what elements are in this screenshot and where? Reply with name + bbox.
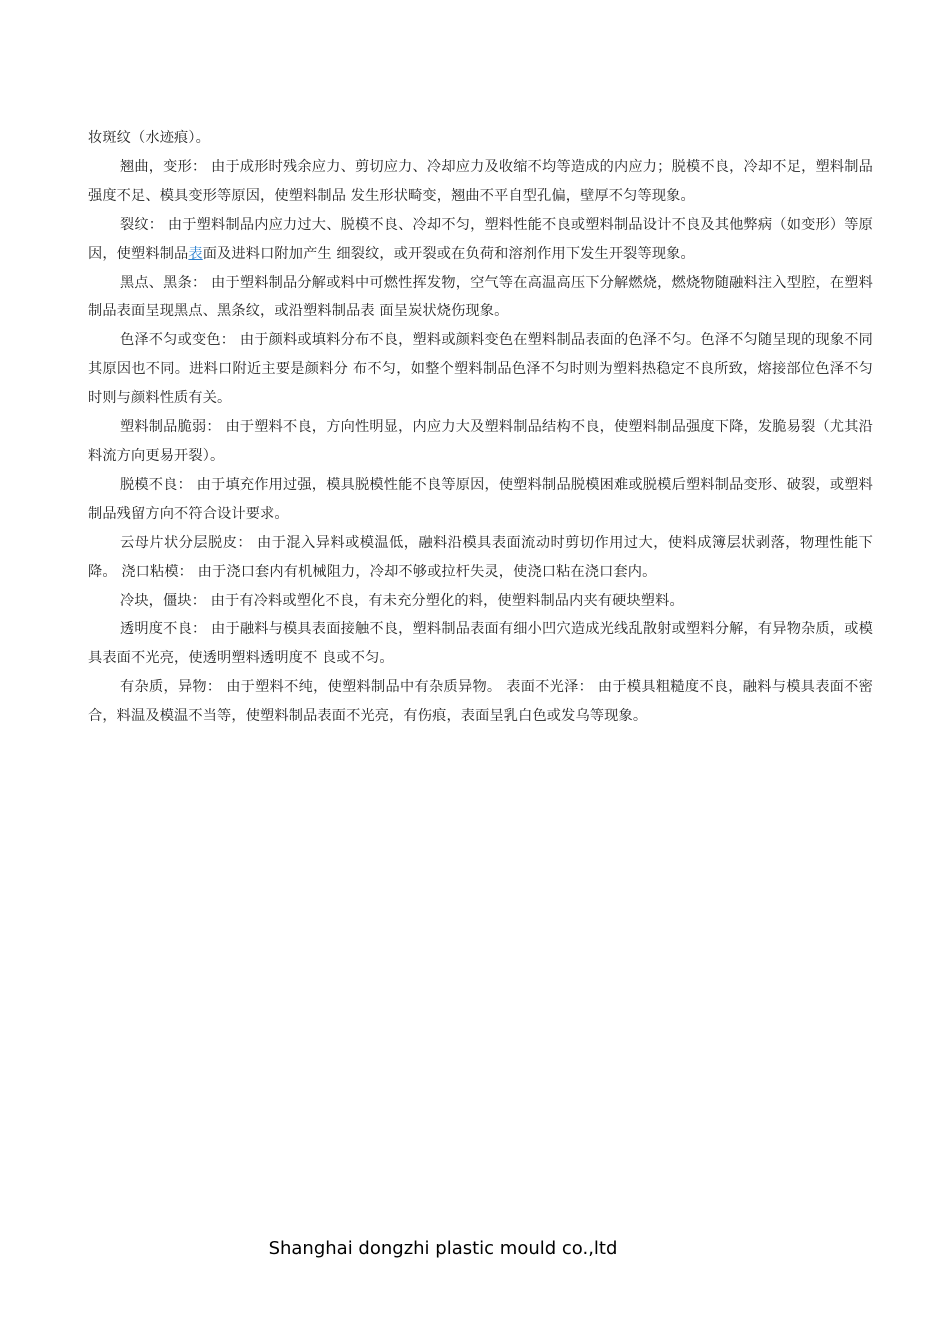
page-footer bbox=[0, 1238, 950, 1259]
paragraph-cracks bbox=[88, 211, 873, 269]
paragraph-cracks-text-after: 面及进料口附加产生 细裂纹，或开裂或在负荷和溶剂作用下发生开裂等现象。 bbox=[202, 245, 695, 262]
document-body bbox=[88, 124, 873, 731]
paragraph-poor-demolding: 脱模不良： 由于填充作用过强，模具脱模性能不良等原因，使塑料制品脱模困难或脱模后塑料制品变形、破裂，或塑料制品残留方向不符合设计要求。 bbox=[88, 476, 873, 522]
paragraph-cracks-text-before: 裂纹： 由于塑料制品内应力过大、脱模不良、冷却不匀，塑料性能不良或塑料制品设计不良及其他弊病（如变形）等原因，使塑料制品 bbox=[88, 216, 873, 262]
paragraph-black-spots: 黑点、黑条： 由于塑料制品分解或料中可燃性挥发物，空气等在高温高压下分解燃烧，燃烧物随融料注入型腔，在塑料制品表面呈现黑点、黑条纹，或沿塑料制品表 面呈炭状烧伤现象。 bbox=[88, 274, 873, 320]
paragraph-warping-deformation: 翘曲，变形： 由于成形时残余应力、剪切应力、冷却应力及收缩不均等造成的内应力；脱模不良，冷却不足，塑料制品强度不足、模具变形等原因，使塑料制品 发生形状畸变，翘曲不平自型孔偏，壁厚不匀等现象。 bbox=[88, 158, 873, 204]
paragraph-poor-transparency: 透明度不良： 由于融料与模具表面接触不良，塑料制品表面有细小凹穴造成光线乱散射或塑料分解，有异物杂质，或模具表面不光亮，使透明塑料透明度不 良或不匀。 bbox=[88, 621, 873, 667]
paragraph-mica-delamination: 云母片状分层脱皮： 由于混入异料或模温低，融料沿模具表面流动时剪切作用过大，使料成簿层状剥落，物理性能下降。 浇口粘模： 由于浇口套内有机械阻力，冷却不够或拉杆失灵，使浇口粘在浇口套内。 bbox=[88, 534, 873, 580]
paragraph-impurities: 有杂质，异物： 由于塑料不纯，使塑料制品中有杂质异物。 表面不光泽： 由于模具粗糙度不良，融料与模具表面不密合，料温及模温不当等，使塑料制品表面不光亮，有伤痕，表面呈乳白色或发乌等现象。 bbox=[88, 679, 873, 725]
paragraph-uneven-color: 色泽不匀或变色： 由于颜料或填料分布不良，塑料或颜料变色在塑料制品表面的色泽不匀。色泽不匀随呈现的现象不同其原因也不同。进料口附近主要是颜料分 布不匀，如整个塑料制品色泽不匀时则为塑料热稳定不良所致，熔接部位色泽不匀时则与颜料性质有关。 bbox=[88, 332, 873, 407]
surface-link[interactable]: 表 bbox=[188, 245, 203, 262]
paragraph-cold-slug: 冷块，僵块： 由于有冷料或塑化不良，有未充分塑化的料，使塑料制品内夹有硬块塑料。 bbox=[120, 592, 684, 609]
paragraph-water-mark: 妆斑纹（水迹痕）。 bbox=[88, 130, 210, 146]
company-name: Shanghai dongzhi plastic mould co.,ltd bbox=[268, 1238, 618, 1259]
paragraph-brittleness: 塑料制品脆弱： 由于塑料不良，方向性明显，内应力大及塑料制品结构不良，使塑料制品强度下降，发脆易裂（尤其沿料流方向更易开裂）。 bbox=[88, 419, 873, 464]
